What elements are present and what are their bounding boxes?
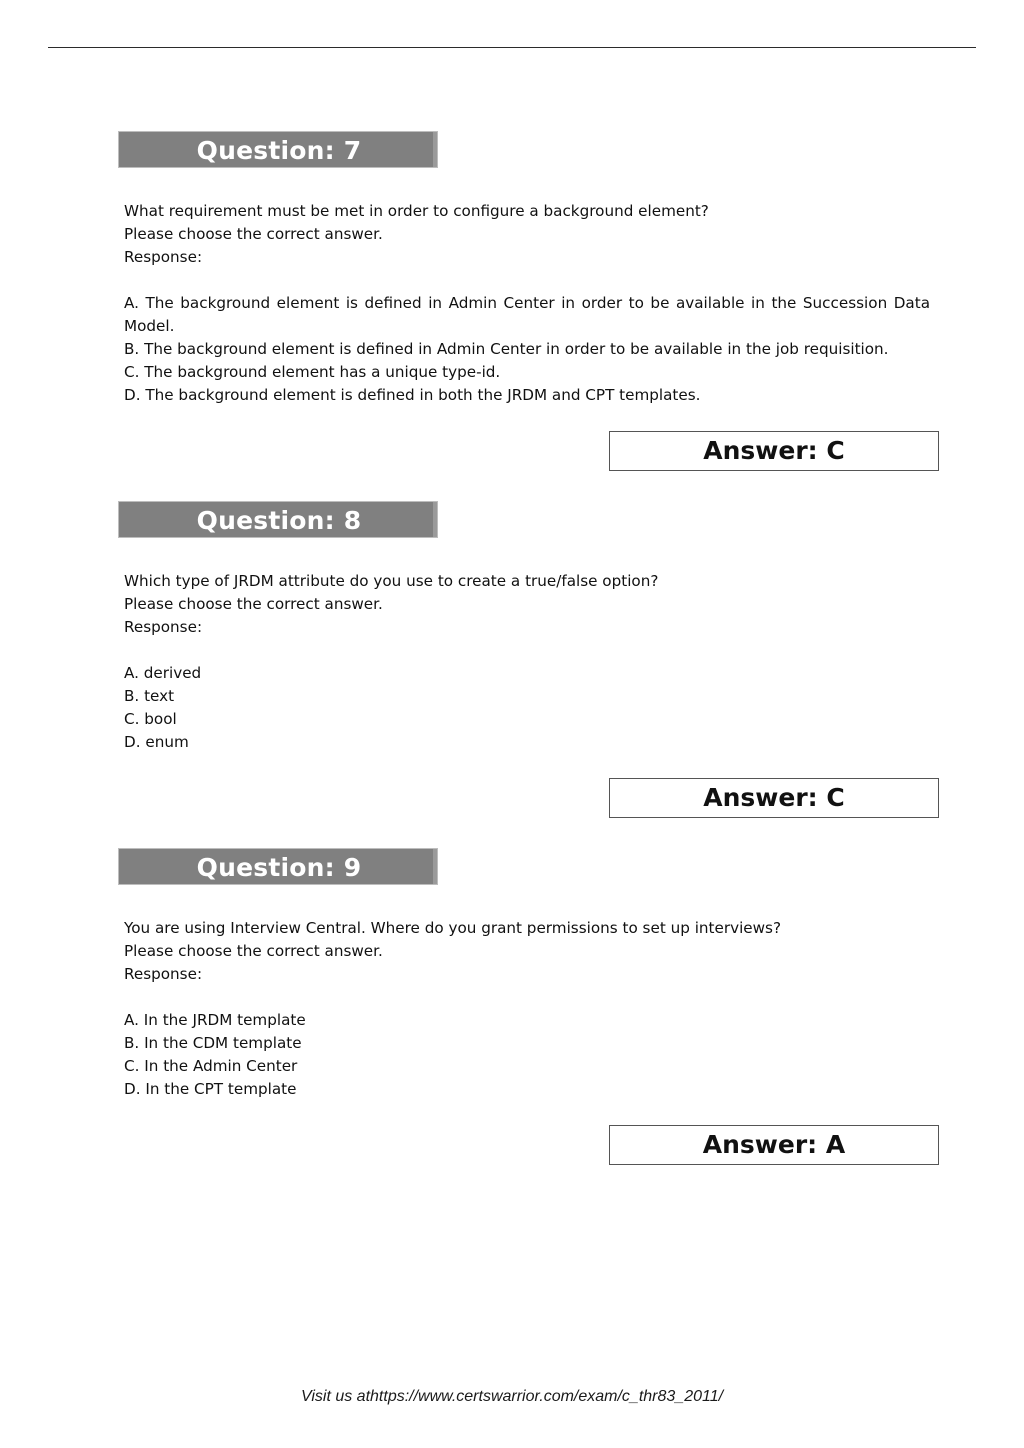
question-9-banner	[118, 848, 438, 885]
question-8-body	[124, 570, 930, 754]
question-9-prompt: You are using Interview Central. Where do you grant permissions to set up interviews?	[124, 919, 782, 937]
question-7-banner	[118, 131, 438, 168]
question-9-answer: Answer: A	[702, 1130, 846, 1159]
question-8-option-c: C. bool	[124, 710, 177, 728]
question-8-title: Question: 8	[196, 506, 362, 535]
question-9-answer-box	[609, 1125, 939, 1165]
question-7-title: Question: 7	[196, 136, 362, 165]
question-8-response-label: Response:	[124, 618, 203, 636]
question-7-option-a: A. The background element is defined in Admin Center in order to be available in the Succession Data Model.	[124, 294, 930, 335]
question-7-option-b: B. The background element is defined in Admin Center in order to be available in the job requisition.	[124, 340, 889, 358]
question-9-response-label: Response:	[124, 965, 203, 983]
question-9-title: Question: 9	[196, 853, 362, 882]
question-9-option-b: B. In the CDM template	[124, 1034, 302, 1052]
question-7-response-label: Response:	[124, 248, 203, 266]
question-9-instruction: Please choose the correct answer.	[124, 942, 383, 960]
question-9-option-d: D. In the CPT template	[124, 1080, 297, 1098]
question-9-body	[124, 917, 930, 1101]
question-7-option-d: D. The background element is defined in both the JRDM and CPT templates.	[124, 386, 701, 404]
question-7-prompt: What requirement must be met in order to configure a background element?	[124, 202, 709, 220]
question-7-answer: Answer: C	[703, 436, 845, 465]
question-7-instruction: Please choose the correct answer.	[124, 225, 383, 243]
question-7-answer-box	[609, 431, 939, 471]
question-9-option-c: C. In the Admin Center	[124, 1057, 298, 1075]
question-7-option-c: C. The background element has a unique type-id.	[124, 363, 501, 381]
question-8-banner	[118, 501, 438, 538]
question-8-answer-box	[609, 778, 939, 818]
question-8-answer: Answer: C	[703, 783, 845, 812]
top-divider	[48, 47, 976, 48]
footer-link[interactable]: Visit us athttps://www.certswarrior.com/exam/c_thr83_2011/	[300, 1388, 724, 1405]
question-8-instruction: Please choose the correct answer.	[124, 595, 383, 613]
question-8-prompt: Which type of JRDM attribute do you use to create a true/false option?	[124, 572, 659, 590]
question-8-option-d: D. enum	[124, 733, 189, 751]
question-7-body	[124, 200, 930, 407]
question-8-option-a: A. derived	[124, 664, 202, 682]
question-9-option-a: A. In the JRDM template	[124, 1011, 306, 1029]
question-8-option-b: B. text	[124, 687, 175, 705]
